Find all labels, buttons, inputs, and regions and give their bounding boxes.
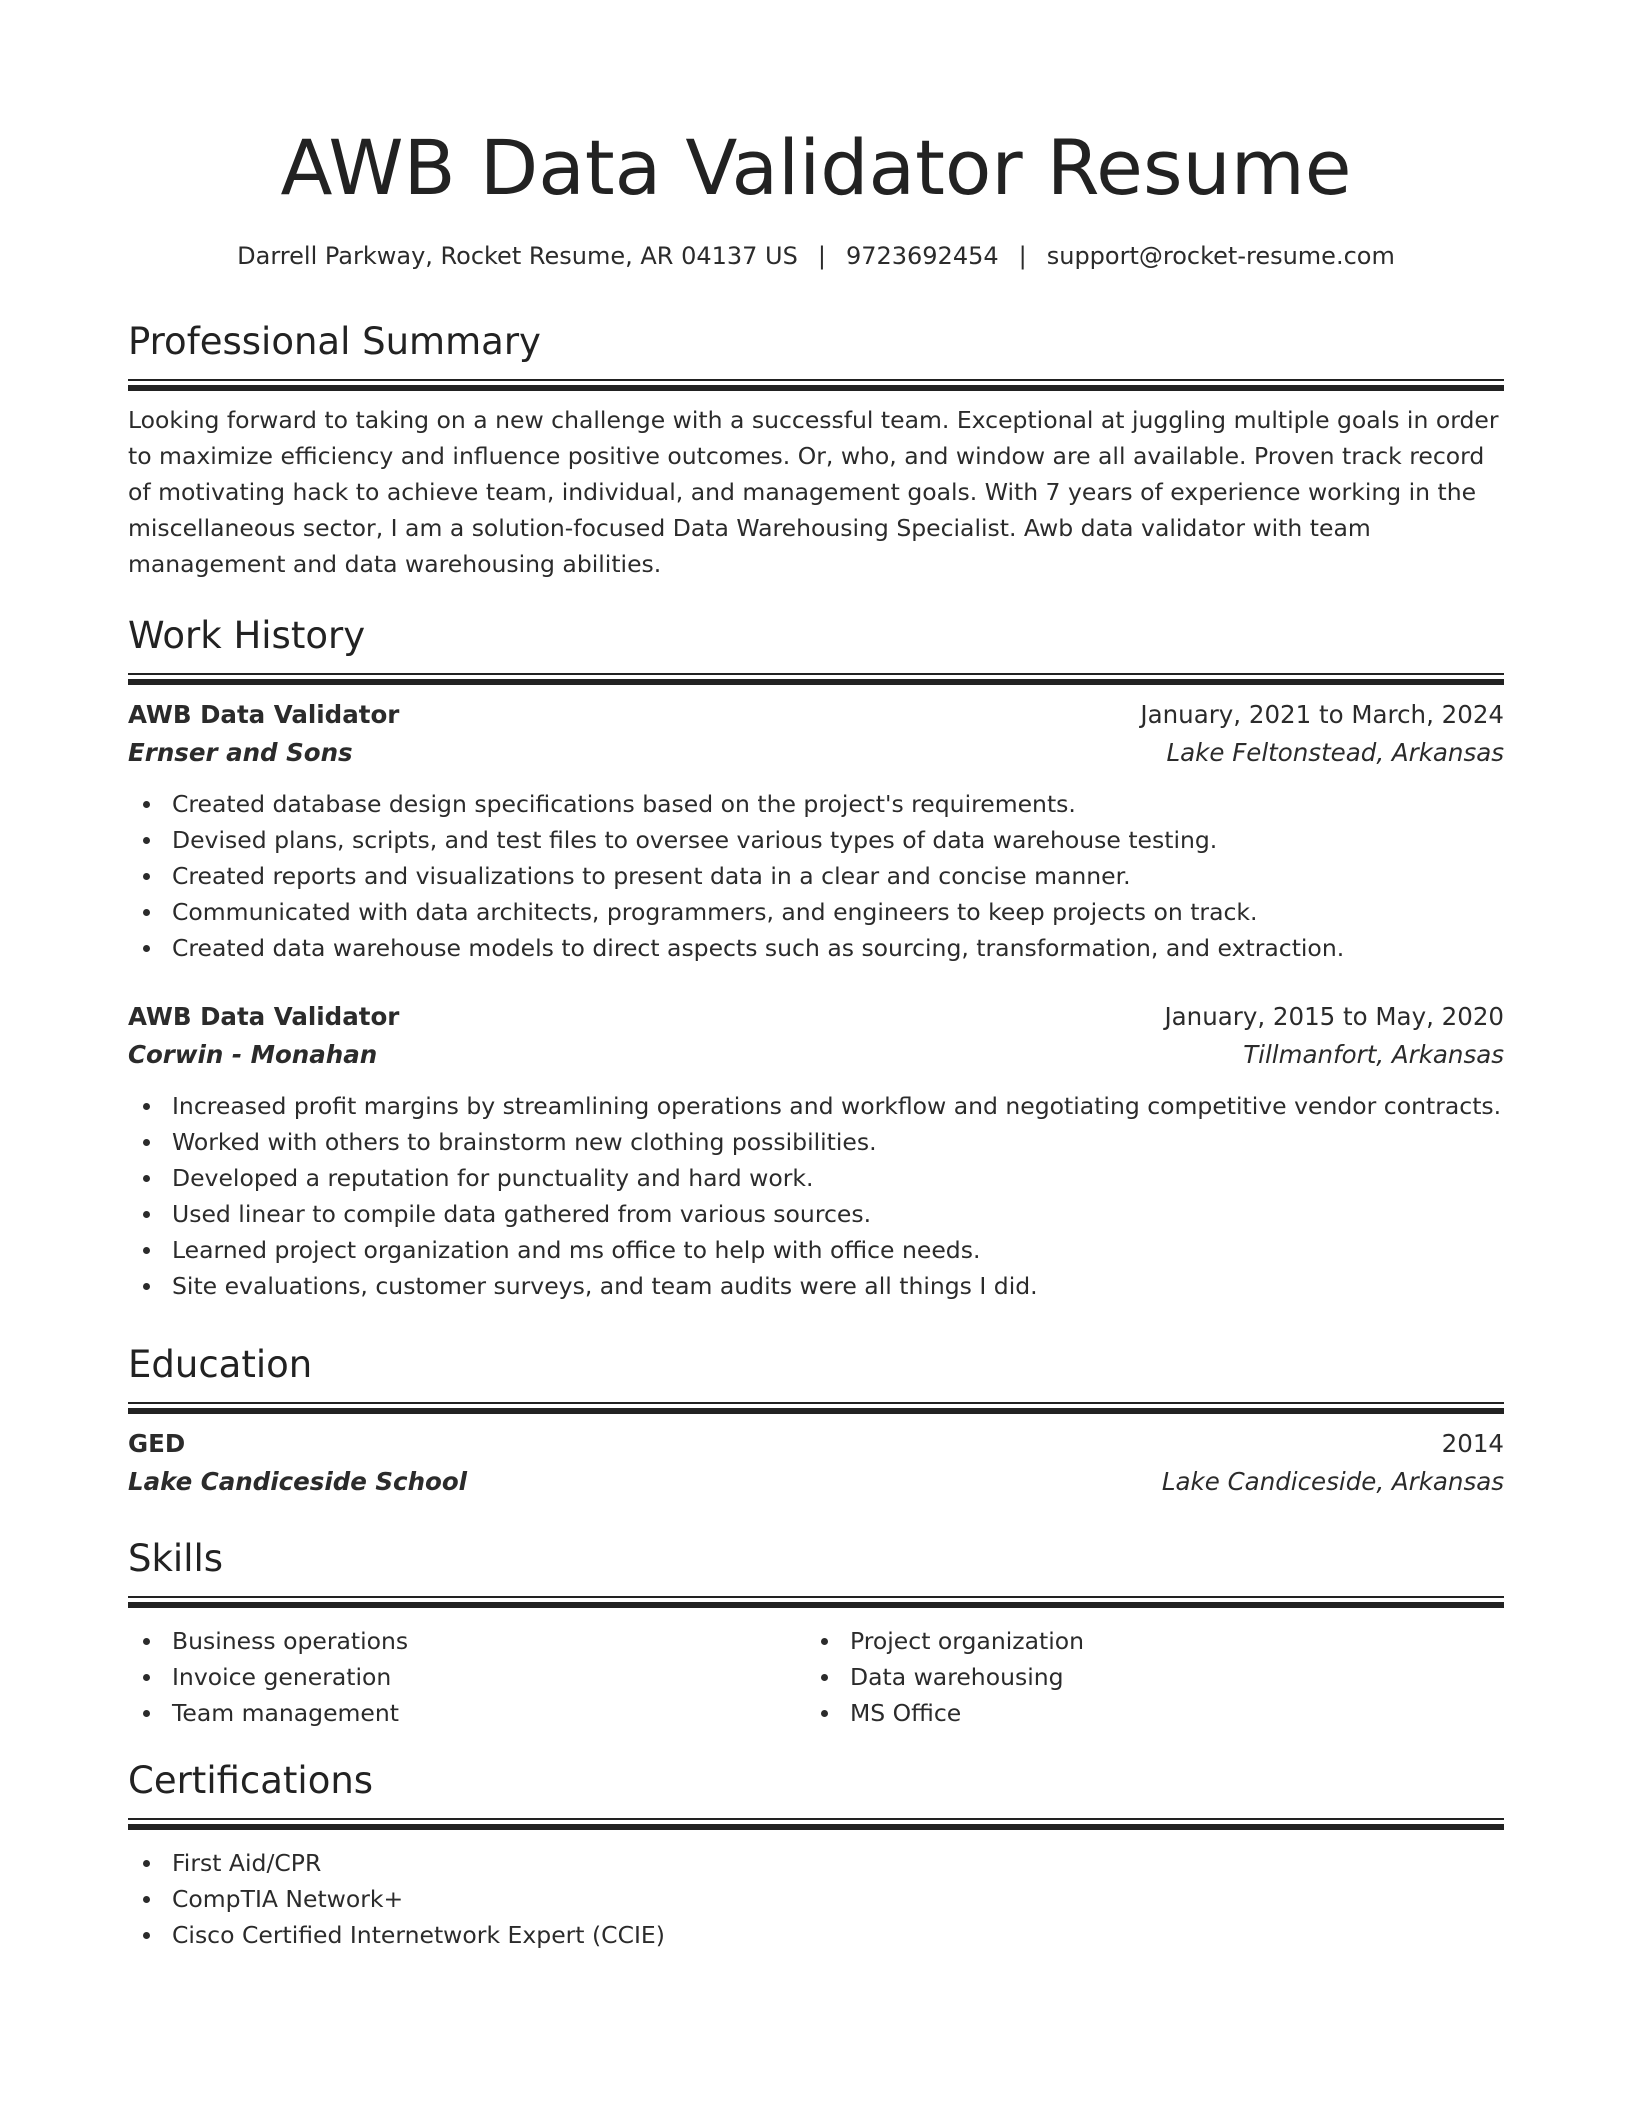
education-location: Lake Candiceside, Arkansas xyxy=(1161,1467,1504,1496)
job-company: Ernser and Sons xyxy=(128,738,353,767)
job-entry xyxy=(128,998,1504,1304)
job-location: Lake Feltonstead, Arkansas xyxy=(1166,738,1504,767)
list-item: Increased profit margins by streamlining operations and workflow and negotiating competitive vendor contracts. xyxy=(128,1088,1504,1124)
list-item: Learned project organization and ms office to help with office needs. xyxy=(128,1232,1504,1268)
list-item: Invoice generation xyxy=(128,1659,806,1695)
contact-line xyxy=(128,238,1504,274)
certifications-list xyxy=(128,1845,1504,1953)
skills-list-left xyxy=(128,1623,806,1731)
education-entry xyxy=(128,1425,1504,1501)
skills-section xyxy=(128,1534,1504,1731)
list-item: Used linear to compile data gathered from various sources. xyxy=(128,1196,1504,1232)
contact-phone: 9723692454 xyxy=(845,242,999,270)
job-location: Tillmanfort, Arkansas xyxy=(1243,1040,1504,1069)
contact-separator: | xyxy=(1018,242,1027,270)
section-title: Work History xyxy=(128,614,366,657)
education-school: Lake Candiceside School xyxy=(128,1467,468,1496)
job-entry xyxy=(128,696,1504,966)
list-item: First Aid/CPR xyxy=(128,1845,1504,1881)
job-bullets xyxy=(128,1088,1504,1304)
contact-address: Darrell Parkway, Rocket Resume, AR 04137 US xyxy=(237,242,798,270)
list-item: Team management xyxy=(128,1695,806,1731)
job-role: AWB Data Validator xyxy=(128,1002,400,1031)
resume-title: AWB Data Validator Resume xyxy=(280,123,1352,212)
summary-section xyxy=(128,317,1504,582)
work-history-section xyxy=(128,611,1504,1304)
list-item: Project organization xyxy=(806,1623,1484,1659)
section-divider xyxy=(128,1402,1504,1415)
job-role: AWB Data Validator xyxy=(128,700,400,729)
job-bullets xyxy=(128,786,1504,966)
list-item: Created database design specifications based on the project's requirements. xyxy=(128,786,1504,822)
section-divider xyxy=(128,1596,1504,1609)
job-dates: January, 2015 to May, 2020 xyxy=(1164,1002,1504,1031)
list-item: Developed a reputation for punctuality and hard work. xyxy=(128,1160,1504,1196)
list-item: Worked with others to brainstorm new clothing possibilities. xyxy=(128,1124,1504,1160)
section-title: Education xyxy=(128,1343,313,1386)
skills-list-right xyxy=(806,1623,1484,1731)
education-year: 2014 xyxy=(1441,1429,1504,1458)
list-item: CompTIA Network+ xyxy=(128,1881,1504,1917)
education-degree: GED xyxy=(128,1429,186,1458)
section-divider xyxy=(128,1818,1504,1831)
list-item: Created data warehouse models to direct aspects such as sourcing, transformation, and extraction. xyxy=(128,930,1504,966)
list-item: Site evaluations, customer surveys, and team audits were all things I did. xyxy=(128,1268,1504,1304)
job-dates: January, 2021 to March, 2024 xyxy=(1140,700,1504,729)
contact-separator: | xyxy=(817,242,826,270)
summary-text: Looking forward to taking on a new challenge with a successful team. Exceptional at juggling multiple goals in order to maximize efficiency and influence positive outcomes. Or, who, and window are all available. Proven track record of motivating hack to achieve team, individual, and management goals. With 7 years of experience working in the miscellaneous sector, I am a solution-focused Data Warehousing Specialist. Awb data validator with team management and data warehousing abilities. xyxy=(128,406,1499,578)
list-item: Data warehousing xyxy=(806,1659,1484,1695)
contact-email: support@rocket-resume.com xyxy=(1046,242,1395,270)
list-item: MS Office xyxy=(806,1695,1484,1731)
job-company: Corwin - Monahan xyxy=(128,1040,378,1069)
list-item: Devised plans, scripts, and test files to oversee various types of data warehouse testing. xyxy=(128,822,1504,858)
section-title: Certifications xyxy=(128,1759,374,1802)
certifications-section xyxy=(128,1756,1504,1953)
list-item: Communicated with data architects, programmers, and engineers to keep projects on track. xyxy=(128,894,1504,930)
list-item: Cisco Certified Internetwork Expert (CCIE) xyxy=(128,1917,1504,1953)
section-title: Skills xyxy=(128,1537,224,1580)
list-item: Business operations xyxy=(128,1623,806,1659)
section-divider xyxy=(128,379,1504,392)
list-item: Created reports and visualizations to present data in a clear and concise manner. xyxy=(128,858,1504,894)
section-title: Professional Summary xyxy=(128,320,541,363)
education-section xyxy=(128,1340,1504,1501)
section-divider xyxy=(128,673,1504,686)
skills-columns xyxy=(128,1623,1504,1731)
